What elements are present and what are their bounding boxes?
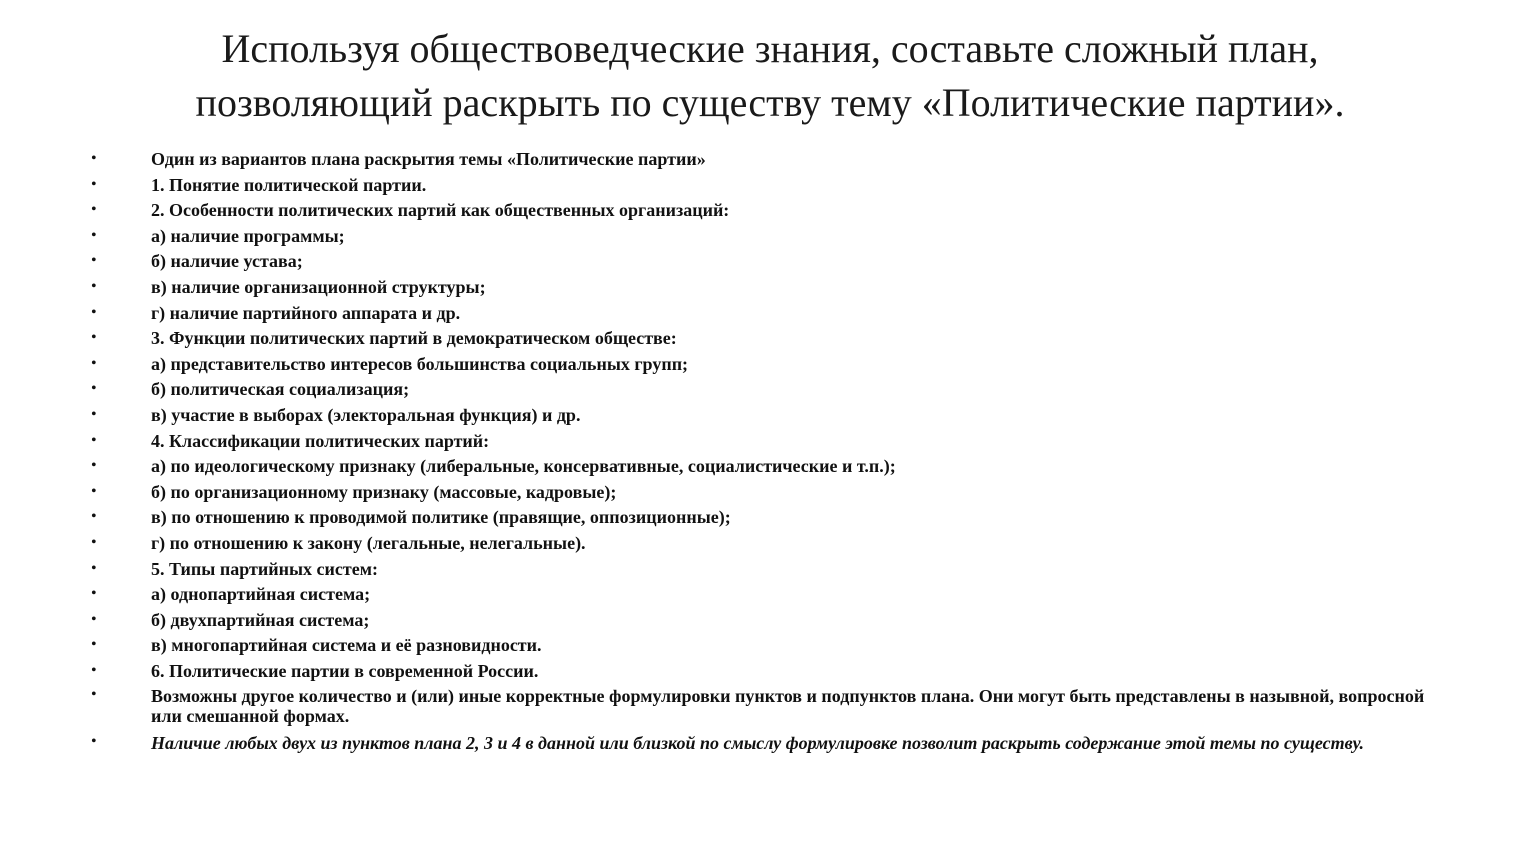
plan-item-text: в) наличие организационной структуры; [151,276,486,297]
bullet-icon: • [91,636,97,654]
plan-item-text: Наличие любых двух из пунктов плана 2, 3 и 4 в данной или близкой по смыслу формулировке позволит раскрыть содержание этой темы по существу. [151,733,1365,754]
plan-item-text: б) политическая социализация; [151,379,410,400]
plan-item-text: 3. Функции политических партий в демократическом обществе: [151,328,677,349]
plan-item-text: 1. Понятие политической партии. [151,174,427,195]
bullet-icon: • [91,431,97,449]
plan-subitem-3a [0,352,1540,378]
plan-note [0,684,1540,731]
plan-list [0,147,1540,778]
plan-item-text: б) наличие устава; [151,251,303,272]
bullet-icon: • [91,686,97,704]
plan-item-6 [0,659,1540,685]
plan-item-3 [0,326,1540,352]
bullet-icon: • [91,201,97,219]
plan-subitem-5c [0,633,1540,659]
plan-item-text: в) по отношению к проводимой политике (правящие, оппозиционные); [151,507,731,528]
bullet-icon: • [91,610,97,628]
plan-subitem-5b [0,608,1540,634]
plan-item-text: а) по идеологическому признаку (либеральные, консервативные, социалистические и т.п.); [151,456,896,477]
plan-subitem-5a [0,582,1540,608]
bullet-icon: • [91,457,97,475]
bullet-icon: • [91,226,97,244]
plan-subitem-3c [0,403,1540,429]
plan-subitem-2b [0,249,1540,275]
plan-item-4 [0,429,1540,455]
plan-item-text: 4. Классификации политических партий: [151,430,490,451]
bullet-icon: • [91,329,97,347]
plan-subitem-4d [0,531,1540,557]
slide-title [60,22,1480,130]
bullet-icon: • [91,533,97,551]
plan-item-heading [0,147,1540,173]
plan-criteria-note [0,731,1540,778]
plan-item-5 [0,557,1540,583]
plan-item-text: 6. Политические партии в современной России. [151,660,539,681]
plan-subitem-2c [0,275,1540,301]
plan-item-text: в) участие в выборах (электоральная функция) и др. [151,404,581,425]
plan-item-text: а) представительство интересов большинства социальных групп; [151,353,689,374]
plan-subitem-3b [0,377,1540,403]
plan-subitem-2a [0,224,1540,250]
bullet-icon: • [91,380,97,398]
bullet-icon: • [91,303,97,321]
plan-subitem-4a [0,454,1540,480]
plan-item-text: г) наличие партийного аппарата и др. [151,302,461,323]
plan-item-text: б) по организационному признаку (массовые, кадровые); [151,481,617,502]
plan-subitem-4c [0,505,1540,531]
bullet-icon: • [91,405,97,423]
bullet-icon: • [91,508,97,526]
plan-subitem-4b [0,480,1540,506]
bullet-icon: • [91,354,97,372]
plan-item-text: Возможны другое количество и (или) иные корректные формулировки пунктов и подпунктов плана. Они могут быть представлены в назывной, вопросной или смешанной формах. [151,686,1425,727]
bullet-icon: • [91,585,97,603]
plan-item-text: а) наличие программы; [151,225,345,246]
plan-item-text: 5. Типы партийных систем: [151,558,378,579]
plan-item-text: г) по отношению к закону (легальные, нелегальные). [151,532,586,553]
plan-item-text: 2. Особенности политических партий как общественных организаций: [151,200,730,221]
bullet-icon: • [91,150,97,167]
bullet-icon: • [91,252,97,270]
title-line-1: Используя обществоведческие знания, составьте сложный план, [221,26,1319,71]
plan-subitem-2d [0,301,1540,327]
plan-item-text: в) многопартийная система и её разновидности. [151,635,542,656]
bullet-icon: • [91,175,97,193]
plan-item-2 [0,198,1540,224]
bullet-icon: • [91,733,97,751]
bullet-icon: • [91,482,97,500]
bullet-icon: • [91,661,97,679]
bullet-icon: • [91,559,97,577]
plan-item-text: Один из вариантов плана раскрытия темы «Политические партии» [151,149,706,169]
plan-item-1 [0,173,1540,199]
plan-item-text: а) однопартийная система; [151,584,371,605]
title-line-2: позволяющий раскрыть по существу тему «Политические партии». [195,80,1345,125]
plan-item-text: б) двухпартийная система; [151,609,370,630]
bullet-icon: • [91,277,97,295]
